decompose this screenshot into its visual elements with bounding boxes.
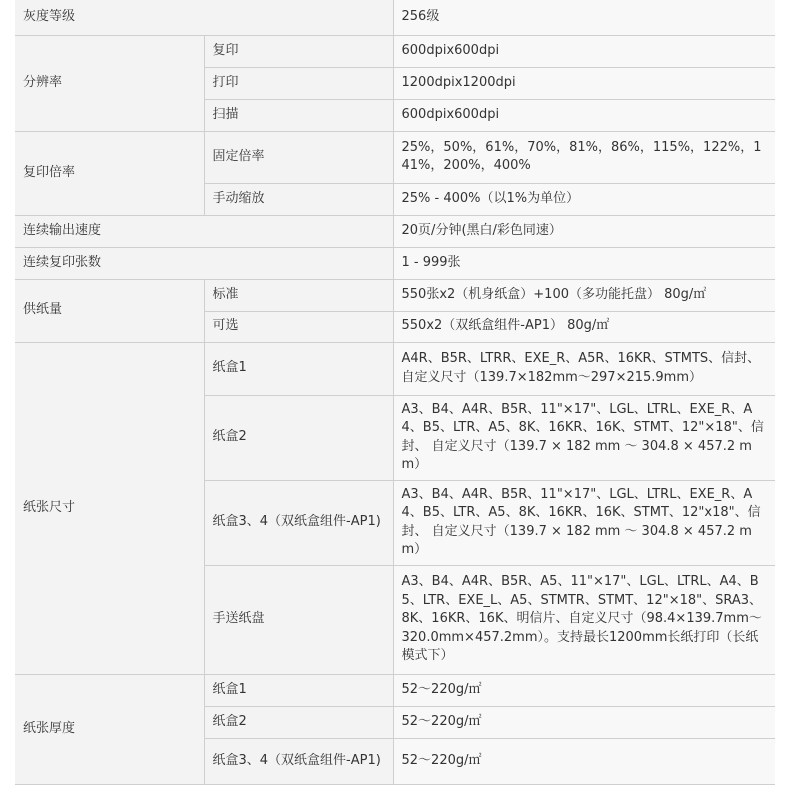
spec-label: 纸盒2: [204, 706, 393, 738]
spec-category: 纸张厚度: [15, 674, 204, 784]
spec-value: 600dpix600dpi: [393, 99, 775, 131]
spec-label: 可选: [204, 311, 393, 342]
spec-value: 1 - 999张: [393, 247, 775, 279]
spec-value: A3、B4、A4R、B5R、11"×17"、LGL、LTRL、EXE_R、A4、B5、LTR、A5、8K、16KR、16K、STMT、12"x18"、信封、 自定义尺寸（139.7 × 182 mm ～ 304.8 × 457.2 mm）: [393, 480, 775, 565]
table-row: [15, 215, 775, 247]
spec-label: 固定倍率: [204, 131, 393, 183]
spec-label: 纸盒2: [204, 395, 393, 480]
spec-value: 1200dpix1200dpi: [393, 67, 775, 99]
table-row: [15, 131, 775, 183]
spec-label: 纸盒3、4（双纸盒组件-AP1): [204, 480, 393, 565]
spec-category: 纸张尺寸: [15, 342, 204, 674]
spec-value: 256级: [393, 0, 775, 35]
spec-value: A4R、B5R、LTRR、EXE_R、A5R、16KR、STMTS、信封、自定义尺寸（139.7×182mm～297×215.9mm）: [393, 342, 775, 395]
spec-value: 20页/分钟(黑白/彩色同速）: [393, 215, 775, 247]
table-row: [15, 247, 775, 279]
spec-value: 52～220g/㎡: [393, 738, 775, 784]
spec-value: 600dpix600dpi: [393, 35, 775, 67]
table-row: [15, 342, 775, 395]
spec-value: 25%，50%，61%，70%，81%，86%，115%，122%，141%，200%，400%: [393, 131, 775, 183]
spec-label: 连续复印张数: [15, 247, 393, 279]
spec-value: 550x2（双纸盒组件-AP1） 80g/㎡: [393, 311, 775, 342]
spec-label: 手送纸盘: [204, 565, 393, 674]
spec-category: 分辨率: [15, 35, 204, 131]
spec-value: 52～220g/㎡: [393, 706, 775, 738]
spec-label: 灰度等级: [15, 0, 393, 35]
spec-label: 复印: [204, 35, 393, 67]
spec-value: A3、B4、A4R、B5R、11"×17"、LGL、LTRL、EXE_R、A4、B5、LTR、A5、8K、16KR、16K、STMT、12"×18"、信封、 自定义尺寸（139.7 × 182 mm ～ 304.8 × 457.2 mm）: [393, 395, 775, 480]
spec-label: 纸盒3、4（双纸盒组件-AP1): [204, 738, 393, 784]
spec-label: 打印: [204, 67, 393, 99]
spec-value: 550张x2（机身纸盒）+100（多功能托盘） 80g/㎡: [393, 279, 775, 311]
spec-value: 25% - 400%（以1%为单位）: [393, 183, 775, 215]
spec-category: 供纸量: [15, 279, 204, 342]
spec-category: 复印倍率: [15, 131, 204, 215]
table-row: [15, 35, 775, 67]
spec-label: 连续输出速度: [15, 215, 393, 247]
table-row: [15, 279, 775, 311]
table-row: [15, 0, 775, 35]
spec-value: A3、B4、A4R、B5R、A5、11"×17"、LGL、LTRL、A4、B5、LTR、EXE_L、A5、STMTR、STMT、12"×18"、SRA3、8K、16KR、16K、明信片、自定义尺寸（98.4×139.7mm～320.0mm×457.2mm）。支持最长1200mm长纸打印（长纸模式下）: [393, 565, 775, 674]
spec-label: 纸盒1: [204, 342, 393, 395]
spec-label: 标准: [204, 279, 393, 311]
table-row: [15, 674, 775, 706]
spec-label: 手动缩放: [204, 183, 393, 215]
spec-label: 扫描: [204, 99, 393, 131]
spec-value: 52～220g/㎡: [393, 674, 775, 706]
spec-table: [15, 0, 775, 785]
spec-label: 纸盒1: [204, 674, 393, 706]
